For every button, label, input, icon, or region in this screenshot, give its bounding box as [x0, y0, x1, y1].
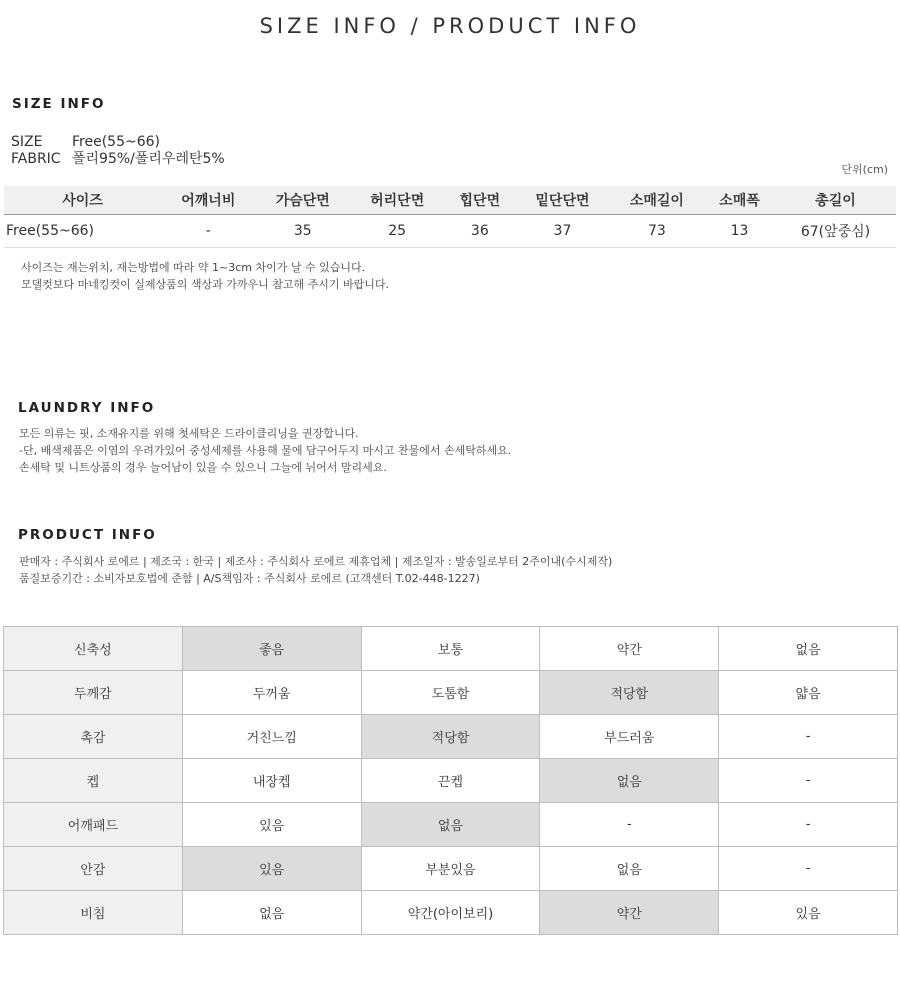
attribute-row — [4, 715, 898, 759]
attribute-option: 있음 — [719, 891, 898, 935]
attribute-row — [4, 803, 898, 847]
size-cell: 35 — [256, 215, 350, 248]
table-row — [4, 215, 896, 248]
header-cell: 소매폭 — [704, 186, 775, 215]
header-cell: 사이즈 — [4, 186, 161, 215]
size-table — [4, 186, 896, 248]
attribute-label: 비침 — [4, 891, 183, 935]
attribute-option-selected: 없음 — [361, 803, 540, 847]
attribute-option: 부분있음 — [361, 847, 540, 891]
attribute-option-selected: 좋음 — [182, 627, 361, 671]
attribute-option: - — [540, 803, 719, 847]
attribute-option: 없음 — [182, 891, 361, 935]
size-cell: 37 — [515, 215, 609, 248]
attribute-option: 보통 — [361, 627, 540, 671]
header-cell: 밑단단면 — [515, 186, 609, 215]
attribute-label: 켑 — [4, 759, 183, 803]
attribute-row — [4, 759, 898, 803]
size-notes — [21, 259, 389, 293]
attribute-option-selected: 있음 — [182, 847, 361, 891]
size-info-heading: SIZE INFO — [12, 96, 106, 112]
header-cell: 힙단면 — [444, 186, 515, 215]
attribute-table — [3, 626, 898, 935]
attribute-option: 도톰함 — [361, 671, 540, 715]
product-notes — [19, 553, 612, 587]
attribute-option: - — [719, 803, 898, 847]
attribute-option: 약간 — [540, 627, 719, 671]
size-cell: - — [161, 215, 255, 248]
page-title: SIZE INFO / PRODUCT INFO — [259, 14, 641, 38]
attribute-option: 내장켑 — [182, 759, 361, 803]
attribute-option: 약간(아이보리) — [361, 891, 540, 935]
attribute-option: 있음 — [182, 803, 361, 847]
size-cell: 36 — [444, 215, 515, 248]
header-cell: 허리단면 — [350, 186, 444, 215]
spec-size — [11, 134, 225, 151]
attribute-label: 촉감 — [4, 715, 183, 759]
attribute-label: 어깨패드 — [4, 803, 183, 847]
note-line: 품질보증기간 : 소비자보호법에 준함 | A/S책임자 : 주식회사 로에르 (고객센터 T.02-448-1227) — [19, 572, 480, 585]
attribute-option-selected: 적당함 — [361, 715, 540, 759]
attribute-option: 없음 — [719, 627, 898, 671]
attribute-label: 두께감 — [4, 671, 183, 715]
attribute-option: 얇음 — [719, 671, 898, 715]
header-cell: 소매길이 — [610, 186, 704, 215]
spec-fabric — [11, 151, 225, 168]
attribute-option: 부드러움 — [540, 715, 719, 759]
note-line: 모델컷보다 마네킹컷이 실제상품의 색상과 가까우니 참고해 주시기 바랍니다. — [21, 278, 390, 291]
attribute-option: 거친느낌 — [182, 715, 361, 759]
header-cell: 총길이 — [775, 186, 896, 215]
size-cell: Free(55~66) — [4, 215, 161, 248]
header-cell: 어깨너비 — [161, 186, 255, 215]
size-cell: 13 — [704, 215, 775, 248]
size-specs — [11, 134, 225, 168]
attribute-option: 끈켑 — [361, 759, 540, 803]
laundry-info-heading: LAUNDRY INFO — [18, 400, 156, 416]
attribute-option-selected: 약간 — [540, 891, 719, 935]
size-table-header — [4, 186, 896, 215]
note-line: 판매자 : 주식회사 로에르 | 제조국 : 한국 | 제조사 : 주식회사 로에르 제휴업체 | 제조일자 : 발송일로부터 2주이내(수시제작) — [19, 555, 613, 568]
attribute-option: - — [719, 715, 898, 759]
attribute-row — [4, 671, 898, 715]
attribute-option-selected: 없음 — [540, 759, 719, 803]
attribute-row — [4, 891, 898, 935]
note-line: 모든 의류는 핏, 소재유지를 위해 첫세탁은 드라이클리닝을 권장합니다. — [19, 427, 359, 440]
attribute-row — [4, 847, 898, 891]
spec-size-key: SIZE — [11, 134, 43, 150]
spec-fabric-value: 폴리95%/폴리우레탄5% — [72, 151, 225, 167]
spec-fabric-key: FABRIC — [11, 151, 61, 167]
note-line: 사이즈는 재는위치, 재는방법에 따라 약 1~3cm 차이가 날 수 있습니다. — [21, 261, 366, 274]
attribute-option: 두꺼움 — [182, 671, 361, 715]
size-cell: 67(앞중심) — [775, 215, 896, 248]
attribute-option: - — [719, 759, 898, 803]
product-info-heading: PRODUCT INFO — [18, 527, 157, 543]
attribute-option: - — [719, 847, 898, 891]
laundry-notes — [19, 425, 511, 476]
note-line: -단, 배색제품은 이염의 우려가있어 중성세제를 사용해 물에 담구어두지 마시고 찬물에서 손세탁하세요. — [19, 444, 512, 457]
note-line: 손세탁 및 니트상품의 경우 늘어남이 있을 수 있으니 그늘에 뉘어서 말리세요. — [19, 461, 387, 474]
attribute-option-selected: 적당함 — [540, 671, 719, 715]
unit-label: 단위(cm) — [841, 163, 888, 176]
header-cell: 가슴단면 — [256, 186, 350, 215]
attribute-label: 신축성 — [4, 627, 183, 671]
attribute-label: 안감 — [4, 847, 183, 891]
attribute-option: 없음 — [540, 847, 719, 891]
size-cell: 73 — [610, 215, 704, 248]
spec-size-value: Free(55~66) — [72, 134, 160, 150]
attribute-row — [4, 627, 898, 671]
size-cell: 25 — [350, 215, 444, 248]
